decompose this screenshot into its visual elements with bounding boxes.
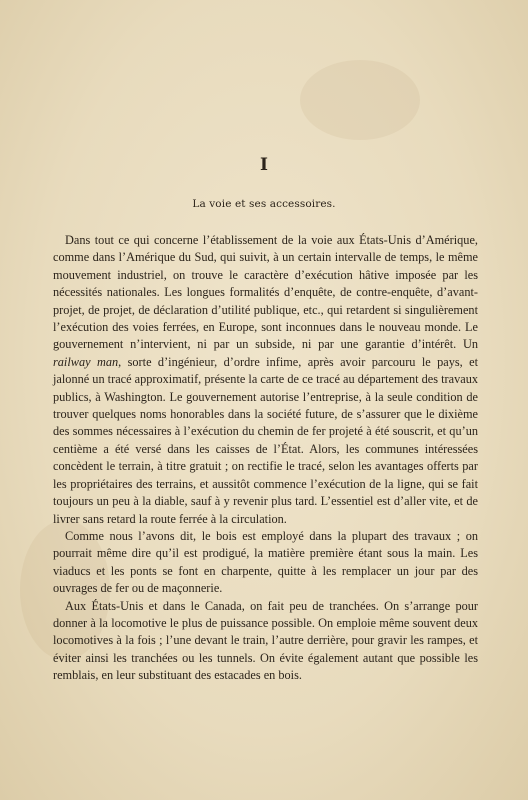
paragraph-2: Comme nous l’avons dit, le bois est employé dans la plupart des travaux ; on pourrait même dire qu’il est prodigué, la matière première étant sous la main. Les viaducs et les ponts se font en charpente, quitte à les remplacer un jour par des ouvrages de fer ou de maçonnerie. bbox=[53, 528, 478, 596]
paragraph-1-text-start: Dans tout ce qui concerne l’établissement de la voie aux États-Unis d’Amérique, comme dans l’Amérique du Sud, qui suivit, à un certain intervalle de temps, le même mouvement industriel, on trouve le caractère d’exécution hâtive imposée par les nécessités nationales. Les longues formalités d’enquête, de contre-enquête, d’avant-projet, de projet, de déclaration d’utilité publique, etc., qui retardent si singulièrement l’exécution des voies ferrées, en Europe, sont inconnues dans le nouveau monde. Le gouvernement n’intervient, ni par un subside, ni par une garantie d’intérêt. Un bbox=[53, 233, 478, 352]
chapter-title: La voie et ses accessoires. bbox=[192, 198, 336, 210]
paragraph-1-text-end: , sorte d’ingénieur, d’ordre infime, après avoir parcouru le pays, et jalonné un tracé approximatif, présente la carte de ce tracé au département des travaux publics, à Washington. Le gouvernement autorise l’entreprise, à la seule condition de trouver quelques noms honorables dans la société future, de s’assurer que le dixième des sommes nécessaires à l’exécution du chemin de fer projeté à été souscrit, et qu’un centième a été versé dans les caisses de l’État. Alors, les communes intéressées concèdent le terrain, à titre gratuit ; on rectifie le tracé, selon les avantages offerts par les propriétaires des terrains, et aussitôt commence l’exécution de la ligne, qui se fait toujours un peu à la diable, sauf à y revenir plus tard. L’essentiel est d’aller vite, et de livrer sans retard la route ferrée à la circulation. bbox=[53, 354, 478, 526]
chapter-number: I bbox=[260, 155, 268, 175]
body-text bbox=[53, 232, 478, 685]
paragraph-1 bbox=[53, 232, 478, 528]
paragraph-3: Aux États-Unis et dans le Canada, on fait peu de tranchées. On s’arrange pour donner à la locomotive le plus de puissance possible. On emploie même souvent deux locomotives à la fois ; l’une devant le train, l’autre derrière, pour gravir les rampes, et éviter ainsi les tranchées ou les tunnels. On évite également autant que possible les remblais, en leur substituant des estacades en bois. bbox=[53, 598, 478, 683]
paper-stain bbox=[300, 60, 420, 140]
italic-term: railway man bbox=[53, 354, 119, 369]
